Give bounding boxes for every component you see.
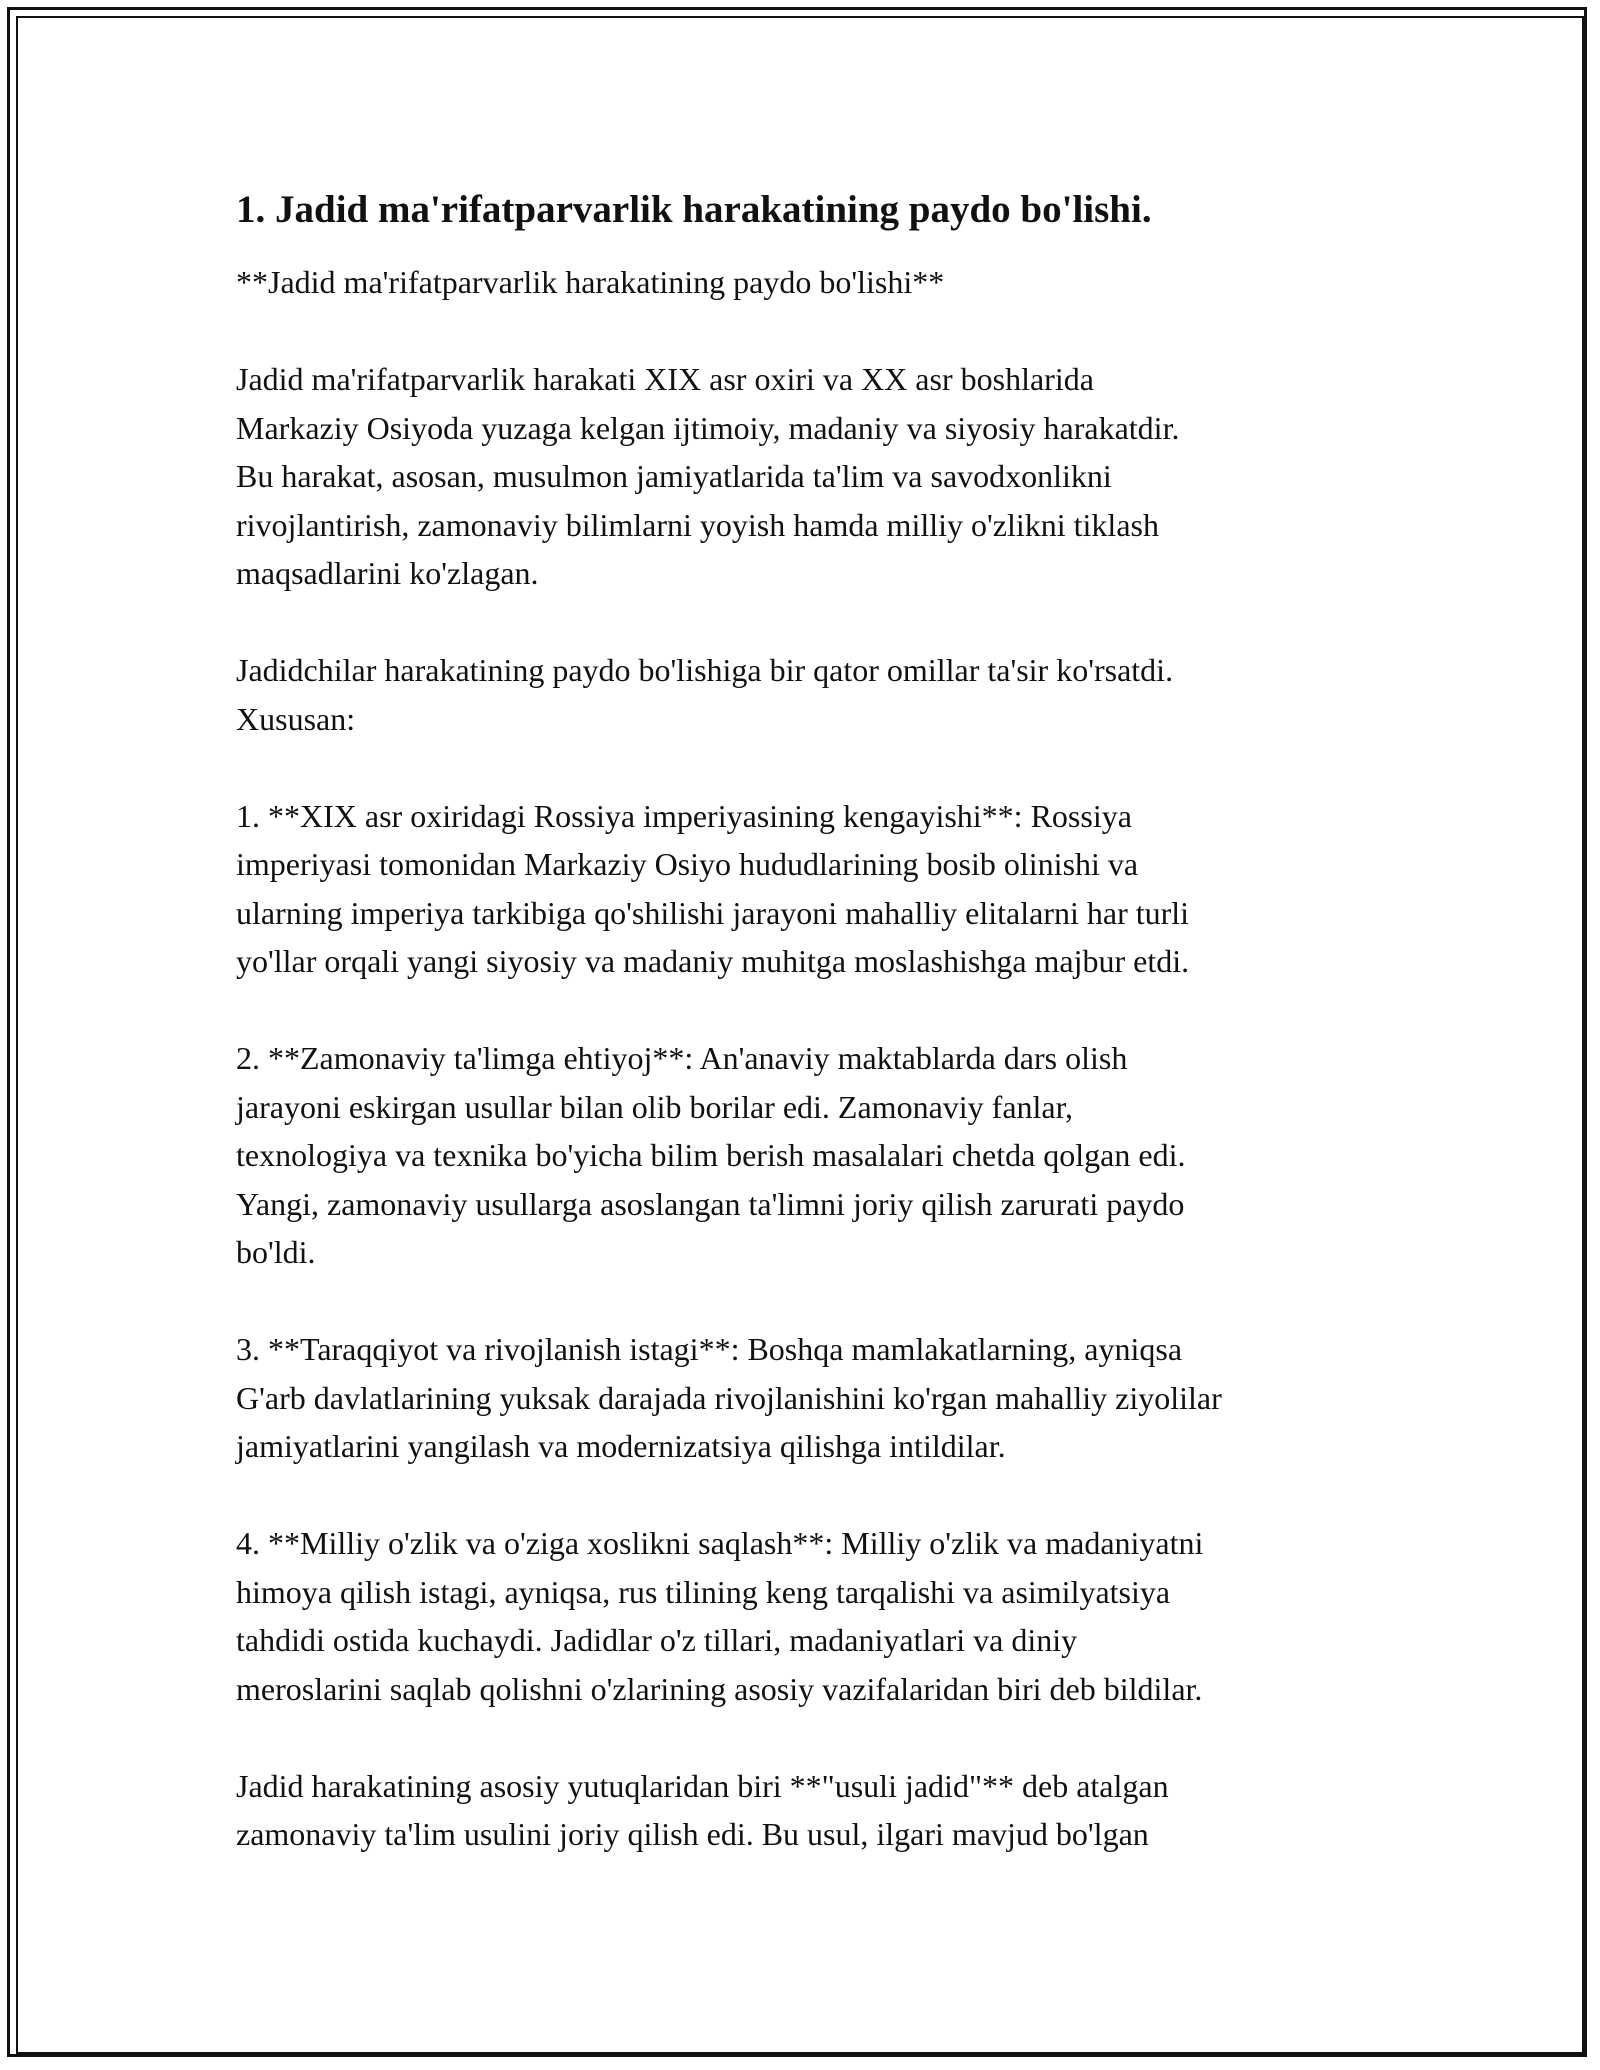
text-line: meroslarini saqlab qolishni o'zlarining asosiy vazifalaridan biri deb bildilar. xyxy=(236,1670,1203,1707)
page-title: 1. Jadid ma'rifatparvarlik harakatining paydo bo'lishi. xyxy=(236,188,1152,231)
intro-paragraph xyxy=(236,355,1386,598)
factor-2-paragraph xyxy=(236,1034,1386,1277)
text-line: 3. **Taraqqiyot va rivojlanish istagi**: Boshqa mamlakatlarning, ayniqsa xyxy=(236,1331,1183,1367)
text-line: 2. **Zamonaviy ta'limga ehtiyoj**: An'anaviy maktablarda dars olish xyxy=(236,1040,1128,1076)
factor-3-paragraph xyxy=(236,1325,1386,1471)
text-line: tahdidi ostida kuchaydi. Jadidlar o'z tillari, madaniyatlari va diniy xyxy=(236,1622,1078,1658)
text-line: maqsadlarini ko'zlagan. xyxy=(236,555,539,591)
text-line: Markaziy Osiyoda yuzaga kelgan ijtimoiy, madaniy va siyosiy harakatdir. xyxy=(236,409,1180,446)
factors-intro-paragraph xyxy=(236,646,1386,743)
text-line: Jadid ma'rifatparvarlik harakati XIX asr oxiri va XX asr boshlarida xyxy=(236,361,1094,397)
conclusion-paragraph xyxy=(236,1762,1386,1859)
text-line: bo'ldi. xyxy=(236,1234,316,1270)
text-line: Xususan: xyxy=(236,700,356,737)
text-line: 4. **Milliy o'zlik va o'ziga xoslikni saqlash**: Milliy o'zlik va madaniyatni xyxy=(236,1525,1204,1561)
text-line: Jadid harakatining asosiy yutuqlaridan biri **"usuli jadid"** deb atalgan xyxy=(236,1767,1169,1804)
subtitle-paragraph xyxy=(236,258,1386,307)
text-line: texnologiya va texnika bo'yicha bilim berish masalalari chetda qolgan edi. xyxy=(236,1137,1186,1173)
subtitle-line: **Jadid ma'rifatparvarlik harakatining paydo bo'lishi** xyxy=(236,264,945,300)
text-line: imperiyasi tomonidan Markaziy Osiyo hududlarining bosib olinishi va xyxy=(236,846,1139,882)
text-line: himoya qilish istagi, ayniqsa, rus tilining keng tarqalishi va asimilyatsiya xyxy=(236,1573,1171,1610)
text-line: Yangi, zamonaviy usullarga asoslangan ta'limni joriy qilish zarurati paydo xyxy=(236,1185,1185,1222)
text-line: Jadidchilar harakatining paydo bo'lishiga bir qator omillar ta'sir ko'rsatdi. xyxy=(236,652,1174,688)
factor-4-paragraph xyxy=(236,1519,1386,1713)
text-line: 1. **XIX asr oxiridagi Rossiya imperiyasining kengayishi**: Rossiya xyxy=(236,797,1132,834)
text-line: G'arb davlatlarining yuksak darajada rivojlanishini ko'rgan mahalliy ziyolilar xyxy=(236,1379,1222,1416)
text-line: jamiyatlarini yangilash va modernizatsiya qilishga intildilar. xyxy=(236,1428,1006,1464)
text-line: jarayoni eskirgan usullar bilan olib borilar edi. Zamonaviy fanlar, xyxy=(236,1088,1073,1125)
text-line: Bu harakat, asosan, musulmon jamiyatlarida ta'lim va savodxonlikni xyxy=(236,458,1112,494)
text-line: yo'llar orqali yangi siyosiy va madaniy muhitga moslashishga majbur etdi. xyxy=(236,943,1190,979)
factor-1-paragraph xyxy=(236,792,1386,986)
text-line: ularning imperiya tarkibiga qo'shilishi jarayoni mahalliy elitalarni har turli xyxy=(236,894,1190,931)
text-line: rivojlantirish, zamonaviy bilimlarni yoyish hamda milliy o'zlikni tiklash xyxy=(236,506,1159,543)
document-body xyxy=(236,186,1386,1907)
text-line: zamonaviy ta'lim usulini joriy qilish edi. Bu usul, ilgari mavjud bo'lgan xyxy=(236,1816,1149,1852)
